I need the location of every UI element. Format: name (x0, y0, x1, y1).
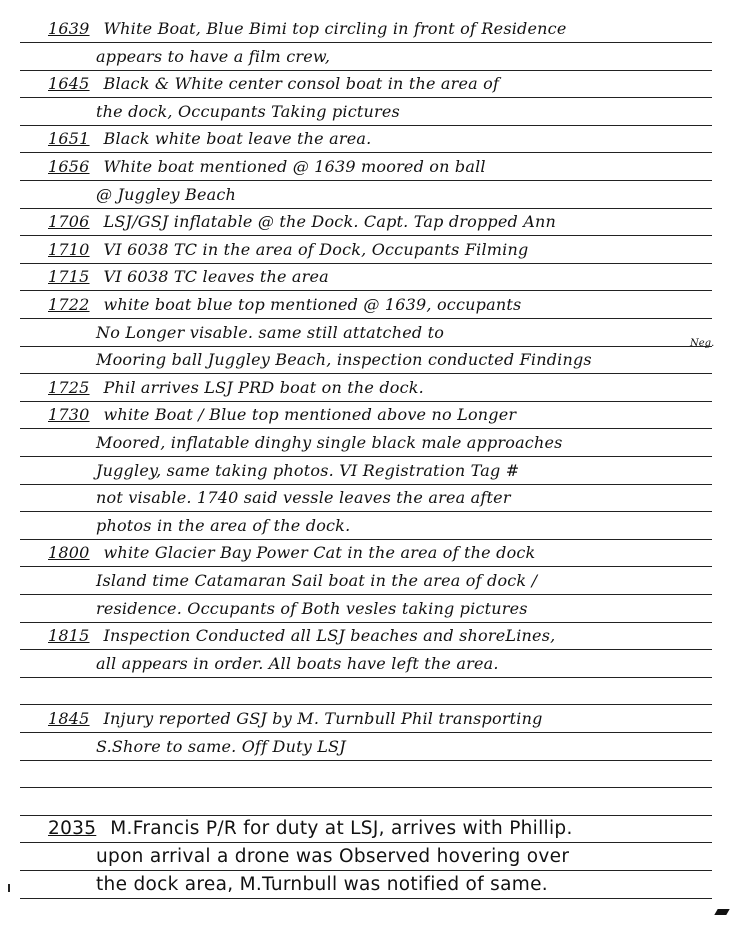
log-line (48, 320, 732, 346)
log-line (48, 99, 732, 125)
log-text: upon arrival a drone was Observed hovering over (96, 846, 570, 867)
log-line (48, 375, 718, 401)
log-line (48, 16, 718, 42)
log-text: White boat mentioned @ 1639 moored on ball (103, 157, 486, 176)
log-line (48, 513, 732, 539)
log-line (48, 651, 732, 677)
log-text: Moored, inflatable dinghy single black male approaches (96, 433, 563, 452)
log-text: appears to have a film crew, (96, 46, 331, 66)
log-text: LSJ/GSJ inflatable @ the Dock. Capt. Tap dropped Ann (103, 212, 557, 232)
log-line (48, 44, 732, 70)
log-text: photos in the area of the dock. (96, 515, 351, 535)
log-time: 1815 (48, 626, 90, 646)
log-time: 1651 (48, 129, 90, 149)
log-line (48, 872, 732, 898)
log-text: M.Francis P/R for duty at LSJ, arrives with Phillip. (110, 818, 573, 840)
log-text: Black & White center consol boat in the area of (103, 74, 500, 94)
log-text: white Boat / Blue top mentioned above no Longer (103, 405, 517, 425)
log-line (48, 485, 732, 511)
ruled-line (20, 898, 712, 899)
log-time: 1715 (48, 267, 90, 287)
log-line (48, 678, 732, 704)
log-time: 1730 (48, 405, 90, 425)
log-line (48, 816, 718, 842)
log-text: Mooring ball Juggley Beach, inspection conducted Findings (96, 350, 592, 370)
log-line (48, 71, 718, 97)
log-time: 1645 (48, 74, 90, 94)
log-line (48, 126, 718, 152)
log-line (48, 182, 732, 208)
log-line (48, 292, 718, 318)
log-line (48, 761, 732, 787)
log-line (48, 844, 732, 870)
log-text: Juggley, same taking photos. VI Registration Tag # (96, 460, 520, 480)
log-line (48, 264, 718, 290)
log-time: 1656 (48, 157, 90, 176)
log-text: VI 6038 TC in the area of Dock, Occupants Filming (103, 239, 529, 259)
log-time: 1706 (48, 212, 90, 232)
log-text: Black white boat leave the area. (103, 129, 372, 149)
log-text: No Longer visable. same still attatched to (96, 322, 445, 342)
log-text: White Boat, Blue Bimi top circling in front of Residence (103, 19, 567, 38)
log-line (48, 623, 718, 649)
log-text: @ Juggley Beach (96, 184, 237, 204)
log-time: 1639 (48, 19, 90, 38)
log-text: Island time Catamaran Sail boat in the area of dock / (96, 571, 538, 590)
log-line (48, 347, 732, 373)
log-text: Inspection Conducted all LSJ beaches and shoreLines, (103, 626, 556, 646)
log-text: residence. Occupants of Both vesles taking pictures (96, 598, 528, 618)
log-line (48, 402, 718, 428)
log-text: white Glacier Bay Power Cat in the area of the dock (103, 543, 536, 563)
log-line (48, 706, 718, 732)
log-line (48, 209, 718, 235)
log-line (48, 430, 732, 456)
log-time: 1710 (48, 239, 90, 259)
log-time: 1722 (48, 295, 90, 314)
margin-annotation-neg: Neg. (690, 338, 715, 349)
log-text: all appears in order. All boats have left the area. (96, 653, 499, 673)
log-text: VI 6038 TC leaves the area (103, 267, 329, 287)
log-line (48, 540, 718, 566)
log-text: Phil arrives LSJ PRD boat on the dock. (103, 377, 424, 397)
log-time: 1845 (48, 709, 90, 728)
log-time: 2035 (48, 818, 97, 840)
log-line (48, 596, 732, 622)
log-text: Injury reported GSJ by M. Turnbull Phil transporting (103, 709, 543, 728)
log-text: the dock area, M.Turnbull was notified of same. (96, 873, 548, 895)
log-line (48, 789, 732, 815)
log-line (48, 237, 718, 263)
page-corner-mark (714, 909, 729, 915)
log-line (48, 568, 732, 594)
log-line (48, 154, 718, 180)
page-edge-mark (8, 884, 10, 892)
log-line (48, 458, 732, 484)
log-text: not visable. 1740 said vessle leaves the area after (96, 488, 511, 508)
log-text: white boat blue top mentioned @ 1639, occupants (103, 295, 522, 314)
log-text: S.Shore to same. Off Duty LSJ (96, 736, 346, 756)
log-text: the dock, Occupants Taking pictures (96, 101, 400, 121)
log-line (48, 734, 732, 760)
log-time: 1800 (48, 543, 90, 563)
log-time: 1725 (48, 377, 90, 397)
